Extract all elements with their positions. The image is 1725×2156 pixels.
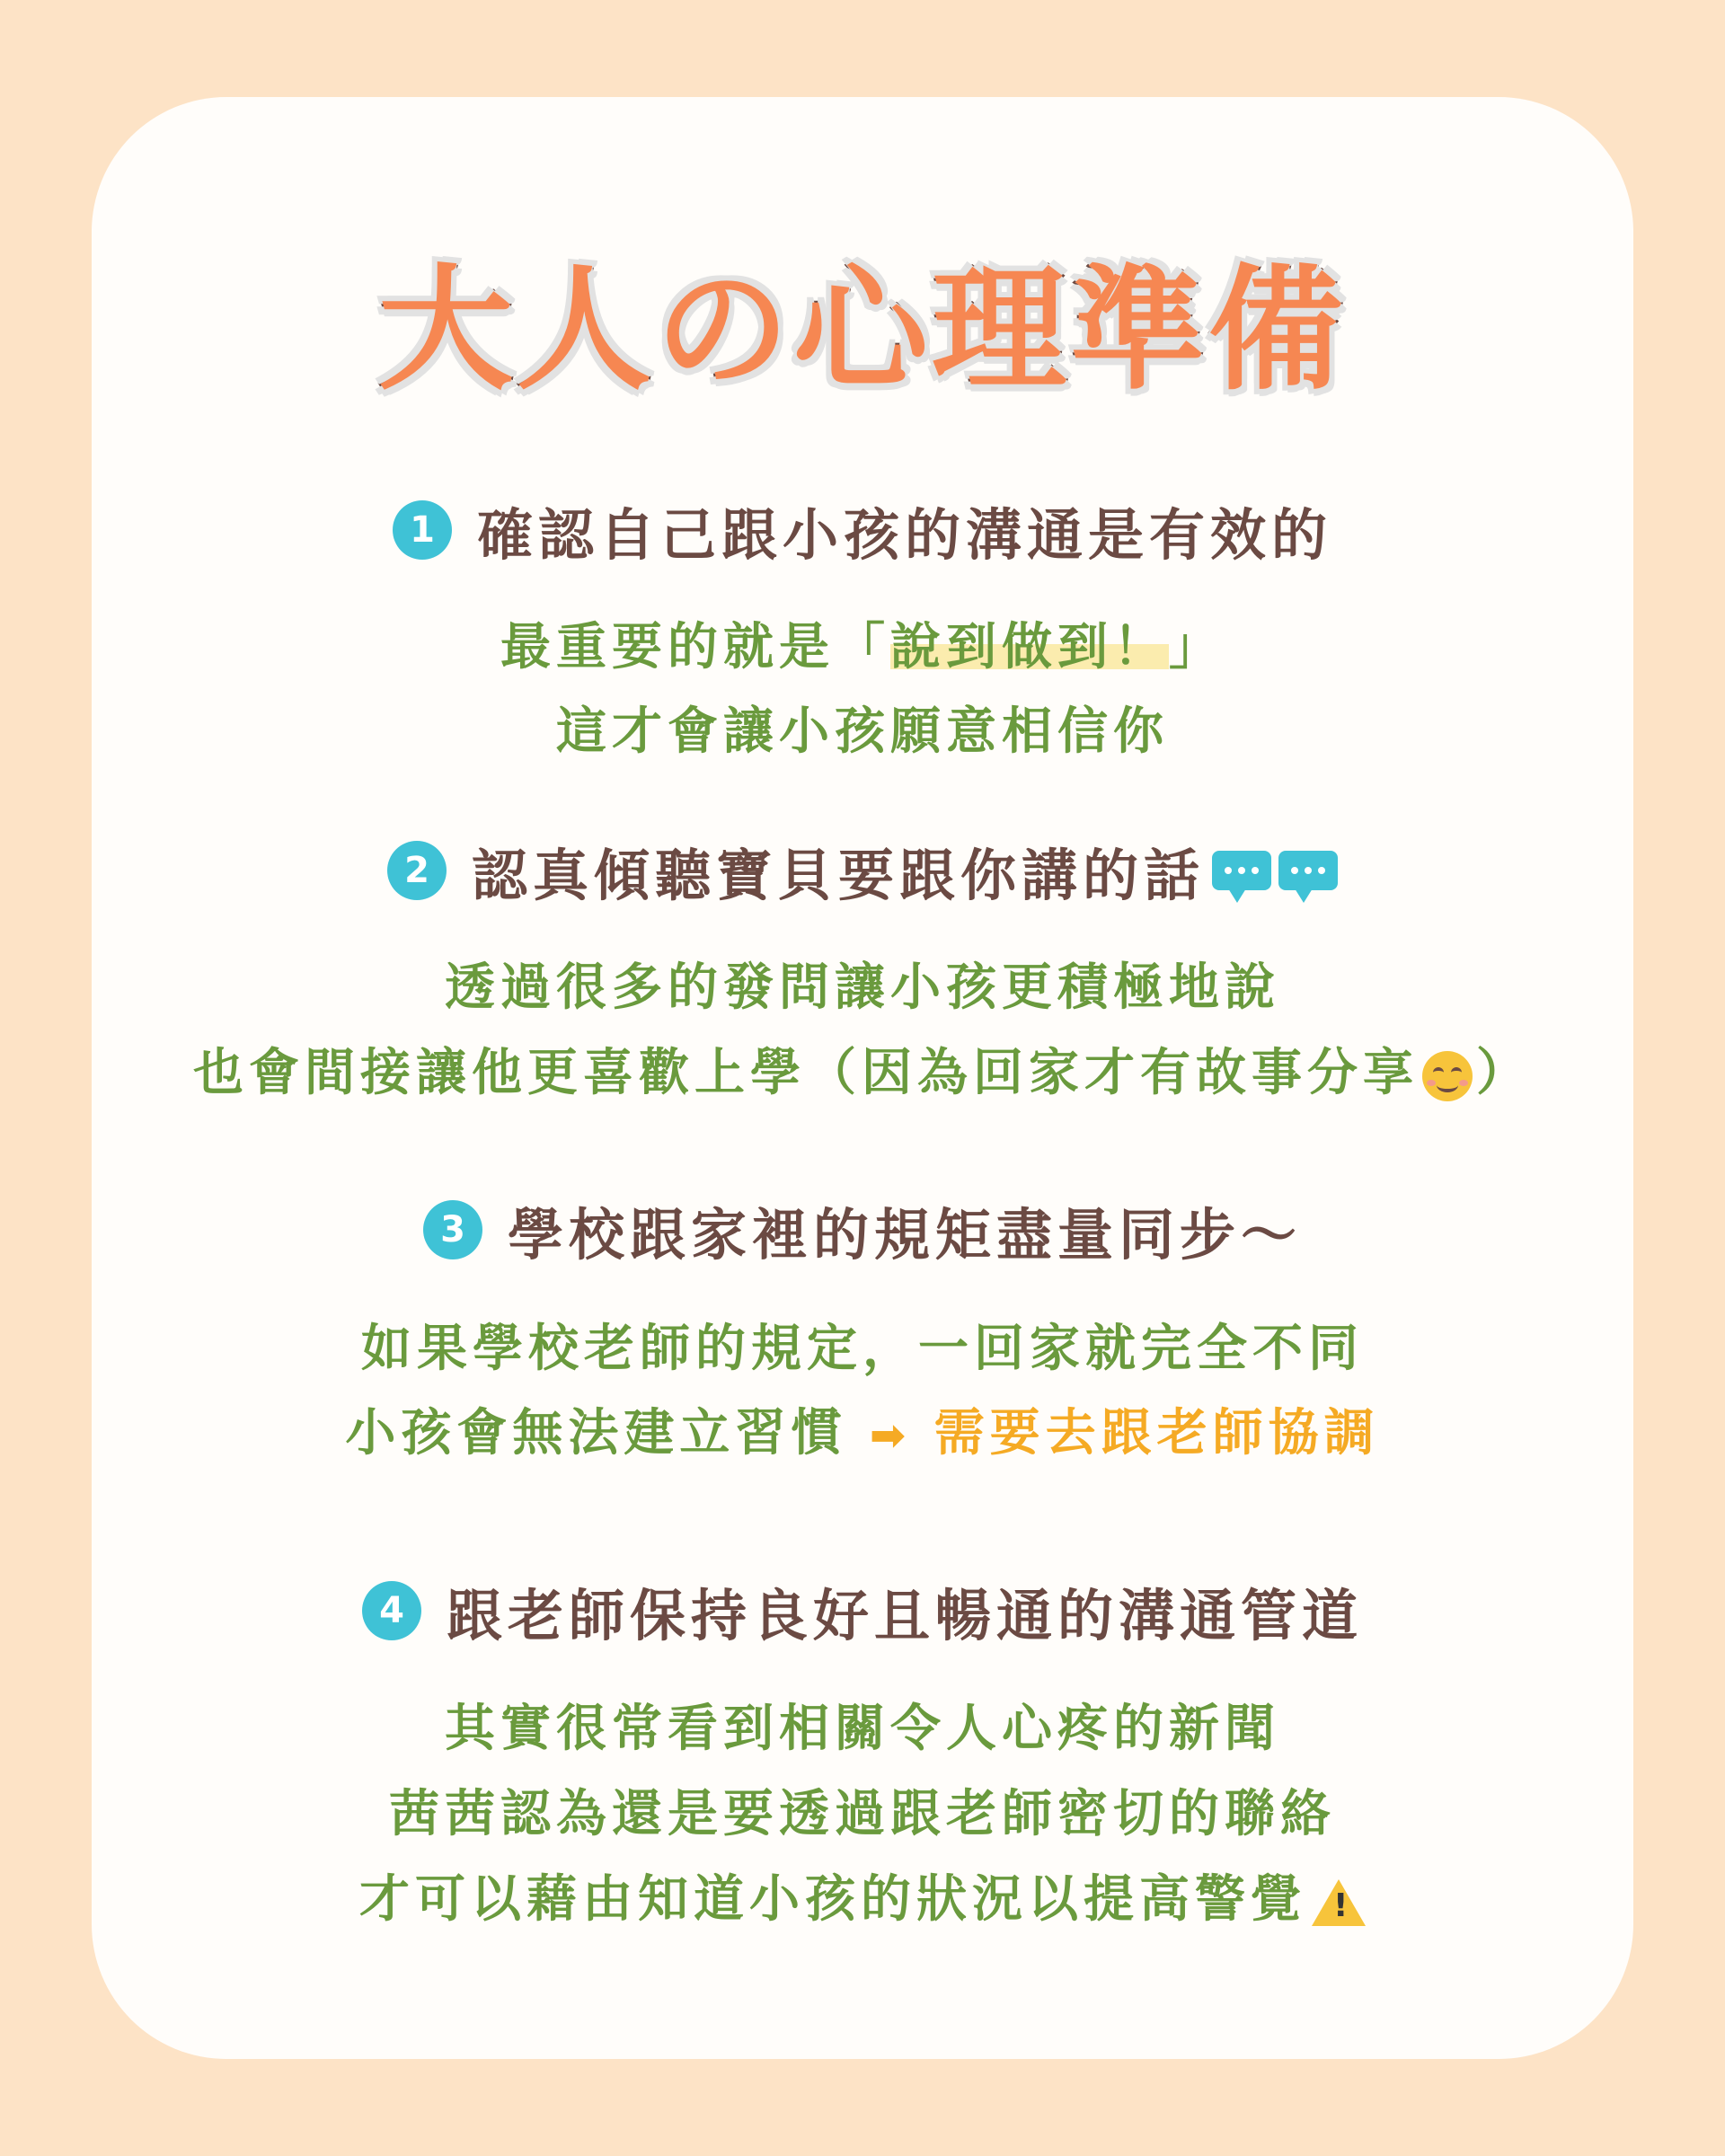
warning-icon: ! xyxy=(1312,1879,1366,1926)
section-4-heading xyxy=(0,1570,1725,1651)
section-3-line-2: 小孩會無法建立習慣 ➡ 需要去跟老師協調 xyxy=(345,1404,1380,1462)
emphasis-text: 需要去跟老師協調 xyxy=(933,1404,1380,1462)
page-title: 大人の心理準備 xyxy=(377,252,1347,409)
section-1-heading xyxy=(0,490,1725,570)
number-badge-4: 4 xyxy=(362,1581,421,1640)
section-2-line-1: 透過很多的發問讓小孩更積極地說 xyxy=(445,959,1280,1017)
section-4-line-3: 才可以藉由知道小孩的狀況以提高警覺 ! xyxy=(0,1860,1725,1940)
section-1-title: 確認自己跟小孩的溝通是有效的 xyxy=(476,501,1332,568)
number-badge-3: 3 xyxy=(423,1200,482,1259)
section-4-line-2: 茜茜認為還是要透過跟老師密切的聯絡 xyxy=(389,1785,1336,1843)
section-3-title: 學校跟家裡的規矩盡量同步～ xyxy=(507,1201,1302,1268)
section-4-line-1: 其實很常看到相關令人心疼的新聞 xyxy=(445,1700,1280,1758)
section-4-title: 跟老師保持良好且暢通的溝通管道 xyxy=(446,1582,1363,1648)
section-3-line-1: 如果學校老師的規定，一回家就完全不同 xyxy=(361,1320,1364,1378)
speech-bubble-icon xyxy=(1278,851,1338,890)
section-2-line-2: 也會間接讓他更喜歡上學（因為回家才有故事分享 ） xyxy=(193,1044,1532,1102)
speech-bubble-icon xyxy=(1212,851,1271,890)
number-badge-2: 2 xyxy=(387,841,447,900)
section-2-heading xyxy=(0,830,1725,911)
section-1-line-1: 最重要的就是「說到做到！」 xyxy=(500,618,1225,676)
number-badge-1: 1 xyxy=(393,500,452,560)
highlight-text: 說到做到！ xyxy=(890,618,1169,676)
section-3-heading xyxy=(0,1189,1725,1270)
section-2-title: 認真傾聽寶貝要跟你講的話 xyxy=(471,842,1205,908)
smiling-face-icon xyxy=(1422,1051,1473,1101)
arrow-right-icon: ➡ xyxy=(869,1410,912,1461)
section-1-line-2: 這才會讓小孩願意相信你 xyxy=(556,702,1169,761)
